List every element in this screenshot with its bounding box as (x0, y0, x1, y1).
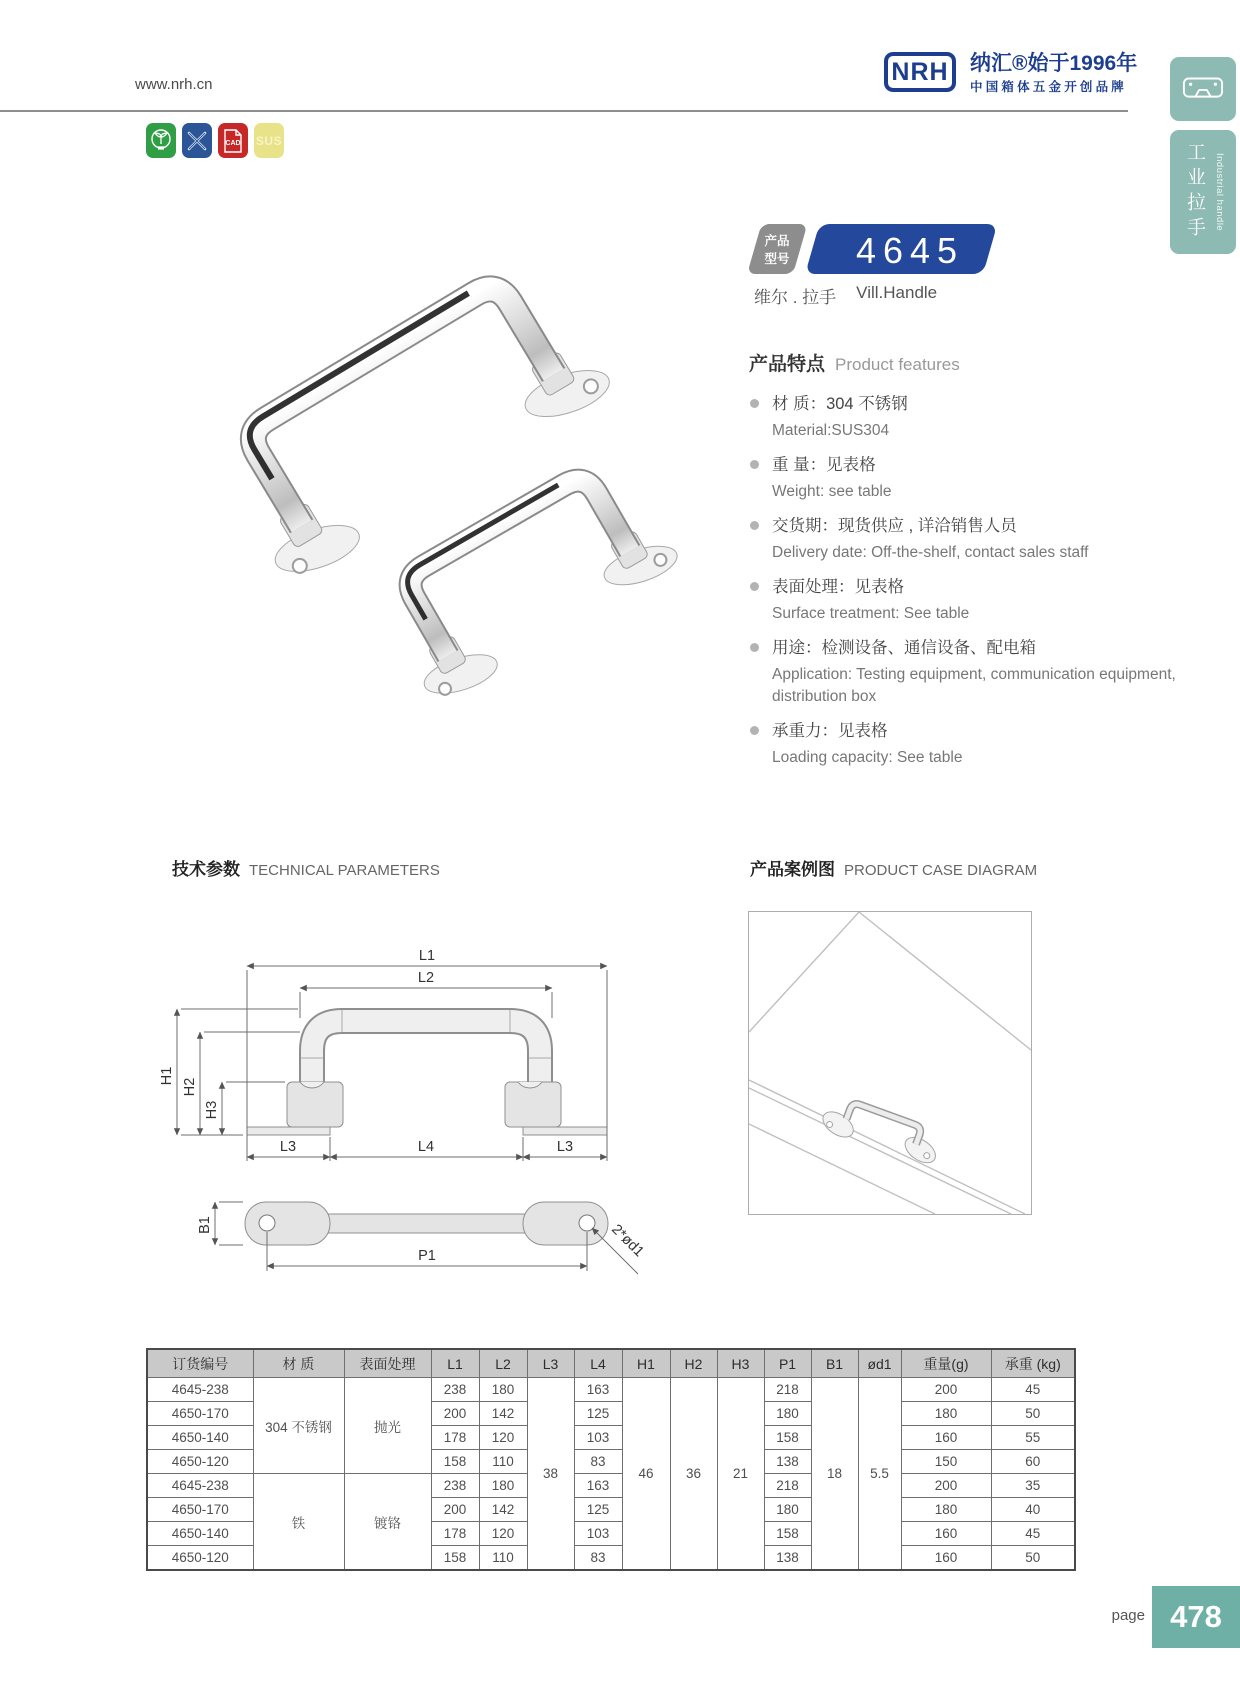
cell-l2: 110 (479, 1546, 527, 1571)
feature-item (749, 636, 1217, 708)
cell-l2: 120 (479, 1426, 527, 1450)
feature-text-en: Surface treatment: See table (772, 605, 970, 622)
cell-p1: 158 (764, 1426, 811, 1450)
cell-order-code: 4645-238 (147, 1378, 253, 1402)
case-heading-en: PRODUCT CASE DIAGRAM (844, 862, 1038, 879)
page-label: page (1111, 1607, 1145, 1624)
table-header-cell: L3 (527, 1349, 574, 1378)
cell-load: 50 (991, 1546, 1075, 1571)
bullet-icon (750, 399, 759, 408)
table-header-cell: L2 (479, 1349, 527, 1378)
cell-load: 45 (991, 1522, 1075, 1546)
sus-label: SUS (255, 133, 283, 148)
dim-label-b1: B1 (197, 1216, 213, 1234)
feature-list (749, 392, 1217, 769)
cell-weight: 160 (901, 1546, 991, 1571)
table-row (147, 1378, 1075, 1402)
table-row (147, 1474, 1075, 1498)
table-header-cell: 重量(g) (901, 1349, 991, 1378)
cell-load: 55 (991, 1426, 1075, 1450)
dim-label-l1: L1 (418, 948, 436, 964)
badge-label-line1: 产品 (764, 234, 790, 248)
case-handle-illustration (816, 1094, 946, 1174)
cell-l4: 125 (574, 1498, 622, 1522)
bullet-icon (750, 521, 759, 530)
feature-item (749, 392, 1217, 442)
cell-material: 304 不锈钢 (253, 1378, 344, 1474)
cell-order-code: 4650-140 (147, 1522, 253, 1546)
product-name (754, 283, 937, 308)
table-header-cell: ød1 (858, 1349, 901, 1378)
brand-subtitle: 中国箱体五金开创品牌 (970, 80, 1128, 94)
table-header-cell: L1 (431, 1349, 479, 1378)
model-badge (748, 222, 1000, 276)
dim-label-p1: P1 (418, 1248, 436, 1264)
cell-l4: 103 (574, 1426, 622, 1450)
sus-icon (254, 123, 284, 158)
features-title-cn: 产品特点 (749, 354, 826, 375)
table-header-cell: 材 质 (253, 1349, 344, 1378)
tech-heading-cn: 技术参数 (172, 860, 240, 879)
handle-front-view (247, 1010, 607, 1135)
cell-h3: 21 (717, 1378, 764, 1571)
category-tab-icon[interactable] (1170, 57, 1236, 121)
table-body (147, 1378, 1075, 1571)
cell-l1: 178 (431, 1522, 479, 1546)
feature-text-cn: 交货期：现货供应 , 详洽销售人员 (772, 517, 1017, 535)
cell-order-code: 4650-170 (147, 1498, 253, 1522)
feature-text-cn: 用途：检测设备、通信设备、配电箱 (772, 639, 1036, 657)
feature-text-en: Loading capacity: See table (772, 749, 963, 766)
category-tab-industrial-handle[interactable] (1170, 130, 1236, 254)
dim-label-d1: 2*ød1 (608, 1221, 647, 1261)
feature-item (749, 719, 1217, 769)
feature-text-cn: 承重力：见表格 (772, 722, 888, 740)
dim-label-l3-right: L3 (556, 1139, 574, 1155)
product-name-en: Vill.Handle (856, 283, 938, 302)
handle-small (368, 449, 689, 710)
table-header-cell: 表面处理 (344, 1349, 431, 1378)
cell-l1: 158 (431, 1450, 479, 1474)
table-header-cell: H1 (622, 1349, 670, 1378)
bullet-icon (750, 726, 759, 735)
spec-table (146, 1348, 1076, 1571)
bullet-icon (750, 460, 759, 469)
table-header-cell: 订货编号 (147, 1349, 253, 1378)
cell-load: 60 (991, 1450, 1075, 1474)
cell-l2: 110 (479, 1450, 527, 1474)
cell-p1: 180 (764, 1402, 811, 1426)
bullet-icon (750, 582, 759, 591)
cell-l2: 142 (479, 1498, 527, 1522)
cell-load: 35 (991, 1474, 1075, 1498)
cell-finish: 抛光 (344, 1378, 431, 1474)
table-header-cell: 承重 (kg) (991, 1349, 1075, 1378)
category-label-en: Industrial handle (1214, 152, 1225, 232)
cell-l4: 83 (574, 1450, 622, 1474)
cell-l1: 178 (431, 1426, 479, 1450)
website-url: www.nrh.cn (135, 76, 213, 93)
model-number: 4645 (855, 230, 965, 271)
cell-l2: 180 (479, 1378, 527, 1402)
tools-icon (182, 123, 212, 158)
feature-text-cn: 表面处理：见表格 (772, 578, 904, 596)
cell-weight: 160 (901, 1426, 991, 1450)
cell-order-code: 4650-140 (147, 1426, 253, 1450)
cell-l3: 38 (527, 1378, 574, 1571)
cell-l1: 238 (431, 1474, 479, 1498)
dim-label-l2: L2 (417, 970, 435, 986)
dim-label-h2: H2 (182, 1077, 198, 1097)
cell-p1: 180 (764, 1498, 811, 1522)
category-label-cn: 工业拉手 (1184, 142, 1205, 242)
case-diagram-heading (750, 855, 1037, 880)
feature-item (749, 514, 1217, 564)
table-header-cell: L4 (574, 1349, 622, 1378)
svg-text:CAD: CAD (225, 139, 241, 147)
dim-label-h3: H3 (204, 1100, 220, 1120)
cell-l4: 103 (574, 1522, 622, 1546)
dim-label-l3-left: L3 (279, 1139, 297, 1155)
cell-order-code: 4650-120 (147, 1546, 253, 1571)
cell-weight: 200 (901, 1378, 991, 1402)
technical-drawing (140, 880, 670, 1320)
feature-item (749, 453, 1217, 503)
cell-l2: 180 (479, 1474, 527, 1498)
cell-weight: 160 (901, 1522, 991, 1546)
product-features (749, 349, 1217, 780)
product-name-cn: 维尔 . 拉手 (754, 288, 837, 307)
cell-d1: 5.5 (858, 1378, 901, 1571)
dim-label-h1: H1 (159, 1066, 175, 1086)
handle-top-view (245, 1202, 608, 1245)
table-header-cell: B1 (811, 1349, 858, 1378)
cell-p1: 158 (764, 1522, 811, 1546)
cell-p1: 138 (764, 1546, 811, 1571)
cell-l1: 158 (431, 1546, 479, 1571)
cell-l1: 238 (431, 1378, 479, 1402)
cell-weight: 150 (901, 1450, 991, 1474)
cell-order-code: 4650-170 (147, 1402, 253, 1426)
cell-p1: 138 (764, 1450, 811, 1474)
eco-icon (146, 123, 176, 158)
cell-h2: 36 (670, 1378, 717, 1571)
cell-l4: 163 (574, 1378, 622, 1402)
handle-large (204, 252, 623, 596)
product-photo (125, 190, 700, 710)
cell-weight: 200 (901, 1474, 991, 1498)
cell-order-code: 4650-120 (147, 1450, 253, 1474)
cell-load: 45 (991, 1378, 1075, 1402)
product-case-diagram (748, 911, 1032, 1215)
cad-icon (218, 123, 248, 158)
cell-p1: 218 (764, 1474, 811, 1498)
cell-b1: 18 (811, 1378, 858, 1571)
cell-l4: 83 (574, 1546, 622, 1571)
bullet-icon (750, 643, 759, 652)
cell-load: 50 (991, 1402, 1075, 1426)
feature-text-en: Weight: see table (772, 483, 892, 500)
cell-l2: 142 (479, 1402, 527, 1426)
handle-icon (1182, 74, 1224, 104)
cell-weight: 180 (901, 1498, 991, 1522)
tech-params-heading (172, 855, 440, 880)
feature-text-en: Delivery date: Off-the-shelf, contact sales staff (772, 544, 1089, 561)
cell-l4: 163 (574, 1474, 622, 1498)
brand-logo (884, 52, 1137, 95)
cell-finish: 镀铬 (344, 1474, 431, 1571)
page-number-badge: 478 (1152, 1586, 1240, 1648)
cell-l1: 200 (431, 1402, 479, 1426)
tech-heading-en: TECHNICAL PARAMETERS (249, 862, 440, 879)
nrh-logo-icon: NRH (884, 52, 956, 92)
cert-icons (146, 123, 284, 158)
case-heading-cn: 产品案例图 (750, 860, 835, 879)
cell-weight: 180 (901, 1402, 991, 1426)
dim-label-l4: L4 (417, 1139, 435, 1155)
feature-text-en: Material:SUS304 (772, 422, 890, 439)
features-title-en: Product features (835, 355, 960, 374)
cell-load: 40 (991, 1498, 1075, 1522)
table-header-row (147, 1349, 1075, 1378)
cell-l2: 120 (479, 1522, 527, 1546)
cell-material: 铁 (253, 1474, 344, 1571)
feature-text-cn: 重 量：见表格 (772, 456, 876, 474)
cell-l1: 200 (431, 1498, 479, 1522)
table-header-cell: H3 (717, 1349, 764, 1378)
brand-text (970, 52, 1137, 95)
table-header-cell: H2 (670, 1349, 717, 1378)
header-divider (0, 110, 1128, 112)
table-header-cell: P1 (764, 1349, 811, 1378)
cell-h1: 46 (622, 1378, 670, 1571)
brand-slogan: 纳汇®始于1996年 (970, 52, 1138, 75)
badge-label-line2: 型号 (764, 252, 790, 266)
feature-item (749, 575, 1217, 625)
feature-text-cn: 材 质：304 不锈钢 (772, 395, 908, 413)
cell-l4: 125 (574, 1402, 622, 1426)
cell-p1: 218 (764, 1378, 811, 1402)
features-title (749, 349, 1217, 376)
feature-text-en: Application: Testing equipment, communication equipment, distribution box (772, 666, 1176, 705)
cell-order-code: 4645-238 (147, 1474, 253, 1498)
